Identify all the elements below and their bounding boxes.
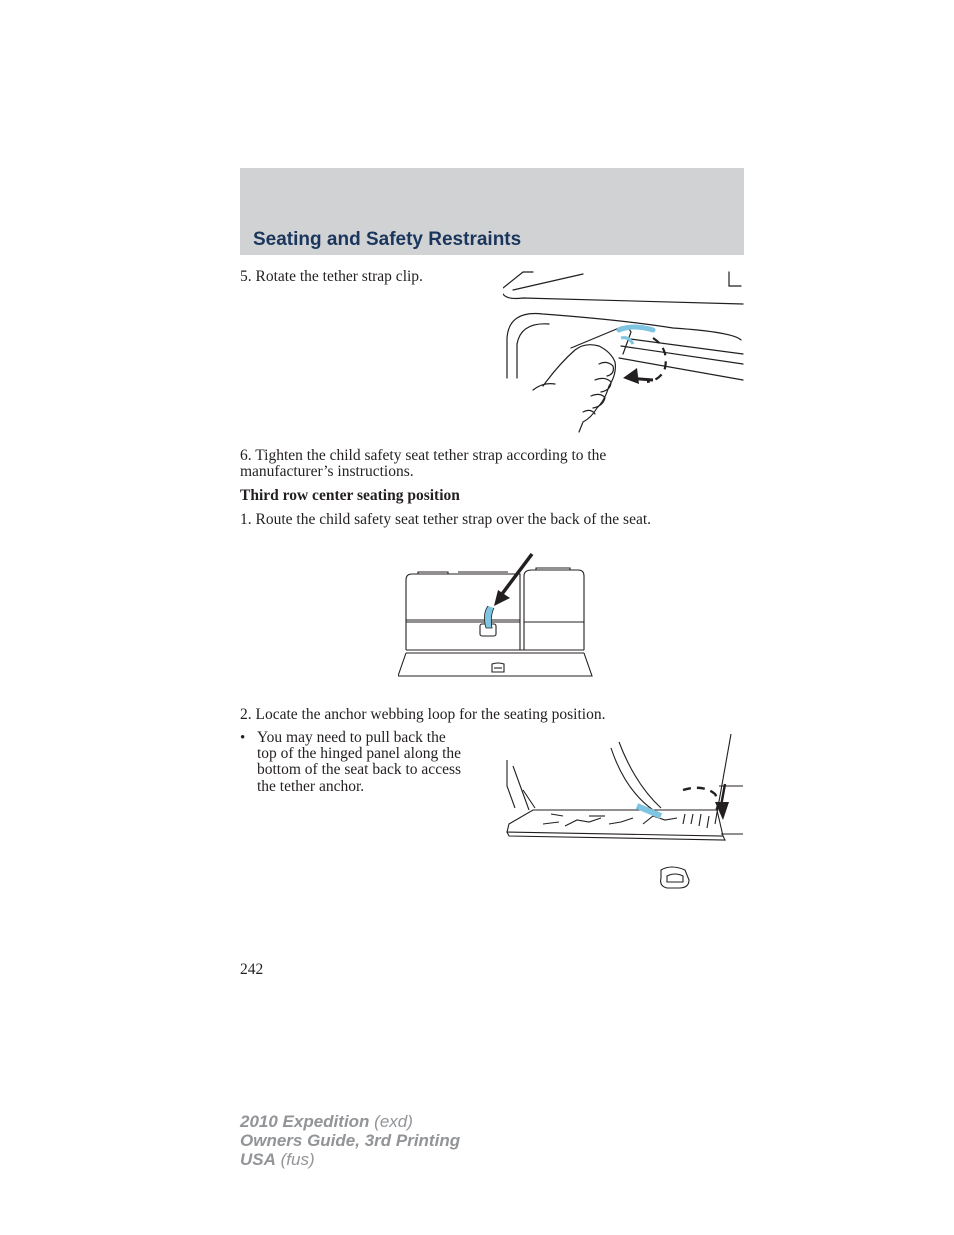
step-6-line-2: manufacturer’s instructions. [240,463,414,480]
footer-line-2 [240,1131,460,1150]
hinged-panel-tether-anchor-illustration [503,730,745,896]
footer-model: 2010 Expedition [240,1112,370,1131]
document-footer [240,1112,460,1169]
footer-model-code: (exd) [374,1112,413,1131]
footer-market-code: (fus) [280,1150,315,1169]
footer-guide: Owners Guide, 3rd Printing [240,1131,461,1150]
bullet-line-3: bottom of the seat back to access [257,761,462,778]
seat-back-strap-route-illustration [398,550,596,680]
page-number: 242 [240,961,264,978]
step-6-line-1: 6. Tighten the child safety seat tether strap according to the [240,447,607,464]
bullet-line-4: the tether anchor. [257,778,365,795]
step-5-text: 5. Rotate the tether strap clip. [240,268,423,285]
footer-market: USA [240,1150,276,1169]
bullet-symbol: • [240,730,246,746]
section-title: Seating and Safety Restraints [253,229,522,250]
bullet-line-1: You may need to pull back the [257,729,446,746]
subheading-third-row-center: Third row center seating position [240,487,460,504]
footer-line-1 [240,1112,460,1131]
step-1-text: 1. Route the child safety seat tether strap over the back of the seat. [240,511,652,528]
bullet-line-2: top of the hinged panel along the [257,745,462,762]
tether-clip-rotation-illustration [503,268,745,434]
footer-line-3 [240,1150,460,1169]
step-2-text: 2. Locate the anchor webbing loop for the seating position. [240,706,606,723]
